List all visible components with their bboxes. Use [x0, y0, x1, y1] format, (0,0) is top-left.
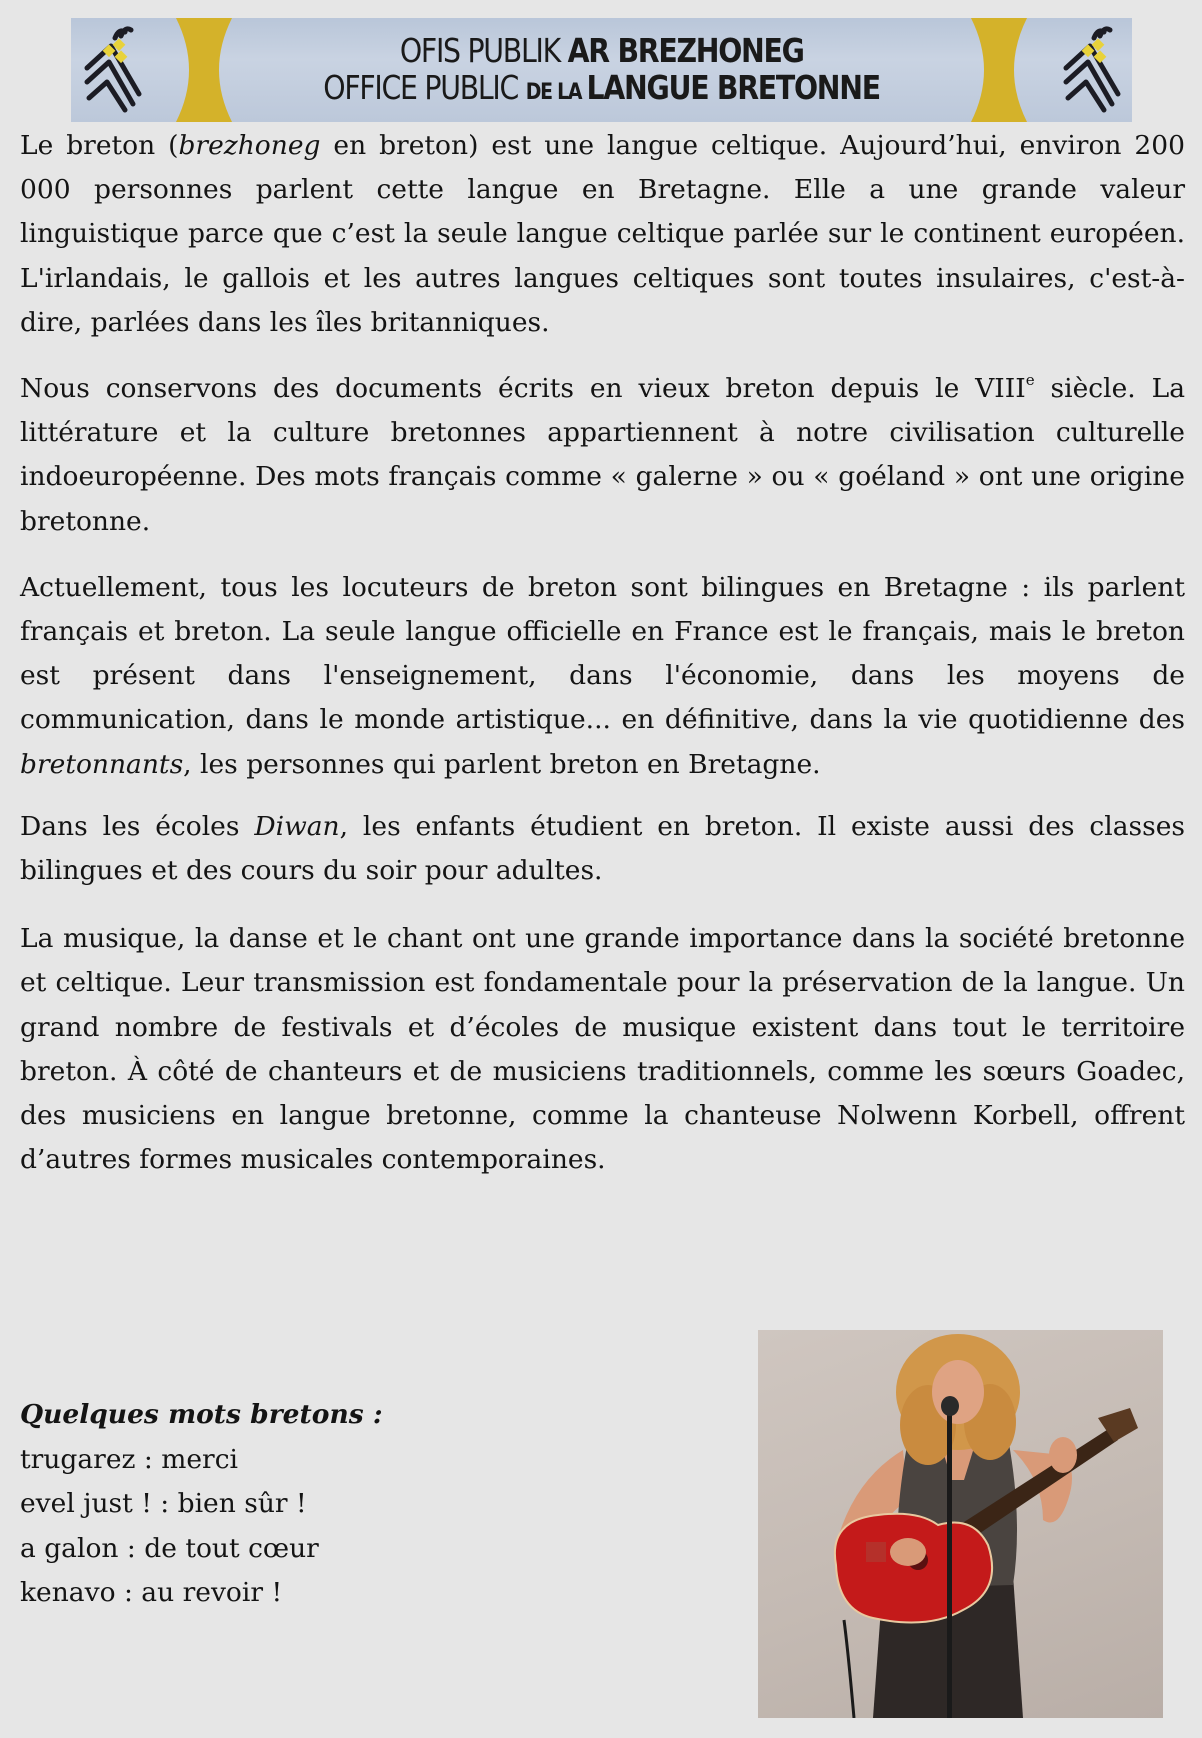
banner-line-french: OFFICE PUBLIC DE LA LANGUE BRETONNE [323, 68, 880, 107]
paragraph-bilingualism: Actuellement, tous les locuteurs de breton sont bilingues en Bretagne : ils parlent français et breton. La seule langue officielle en France est le français, mais le breton est présent dans l'enseignement, dans l'économie, dans les moyens de communication, dans le monde artistique... en définitive, dans la vie quotidienne des bretonnants, les personnes qui parlent breton en Bretagne. [20, 571, 1185, 780]
vocabulary-heading: Quelques mots bretons : [20, 1399, 383, 1430]
banner-title [241, 22, 962, 118]
office-banner [71, 18, 1132, 122]
banner-line-breton: OFIS PUBLIK AR BREZHONEG [399, 31, 804, 71]
vocabulary-item: a galon : de tout cœur [20, 1532, 319, 1564]
vocabulary-item: kenavo : au revoir ! [20, 1577, 283, 1608]
ermine-logo-icon [1060, 24, 1122, 114]
gold-divider-left [176, 18, 232, 122]
term-diwan: Diwan [254, 810, 340, 842]
vocabulary-item: evel just ! : bien sûr ! [20, 1488, 307, 1519]
paragraph-schools: Dans les écoles Diwan, les enfants étudient en breton. Il existe aussi des classes bilingues et des cours du soir pour adultes. [20, 810, 1185, 887]
singer-photo [758, 1330, 1163, 1718]
paragraph-history: Nous conservons des documents écrits en vieux breton depuis le VIIIe siècle. La littérature et la culture bretonnes appartiennent à notre civilisation culturelle indoeuropéenne. Des mots français comme « galerne » ou « goéland » ont une origine bretonne. [20, 371, 1185, 537]
paragraph-intro: Le breton (brezhoneg en breton) est une langue celtique. Aujourd’hui, environ 200 000 personnes parlent cette langue en Bretagne. Elle a une grande valeur linguistique parce que c’est la seule langue celtique parlée sur le continent européen. L'irlandais, le gallois et les autres langues celtiques sont toutes insulaires, c'est-à-dire, parlées dans les îles britanniques. [20, 130, 1185, 338]
term-bretonnants: bretonnants [20, 748, 184, 780]
term-brezhoneg: brezhoneg [178, 130, 321, 161]
paragraph-music: La musique, la danse et le chant ont une grande importance dans la société bretonne et celtique. Leur transmission est fondamentale pour la préservation de la langue. Un grand nombre de festivals et d’écoles de musique existent dans tout le territoire breton. À côté de chanteurs et de musiciens traditionnels, comme les sœurs Goadec, des musiciens en langue bretonne, comme la chanteuse Nolwenn Korbell, offrent d’autres formes musicales contemporaines. [20, 923, 1185, 1176]
ermine-logo-icon [81, 24, 143, 114]
vocabulary-list [20, 1393, 383, 1616]
vocabulary-item: trugarez : merci [20, 1443, 239, 1475]
article-body [20, 124, 1185, 1182]
singer-with-guitar-illustration [758, 1330, 1163, 1718]
gold-divider-right [971, 18, 1027, 122]
